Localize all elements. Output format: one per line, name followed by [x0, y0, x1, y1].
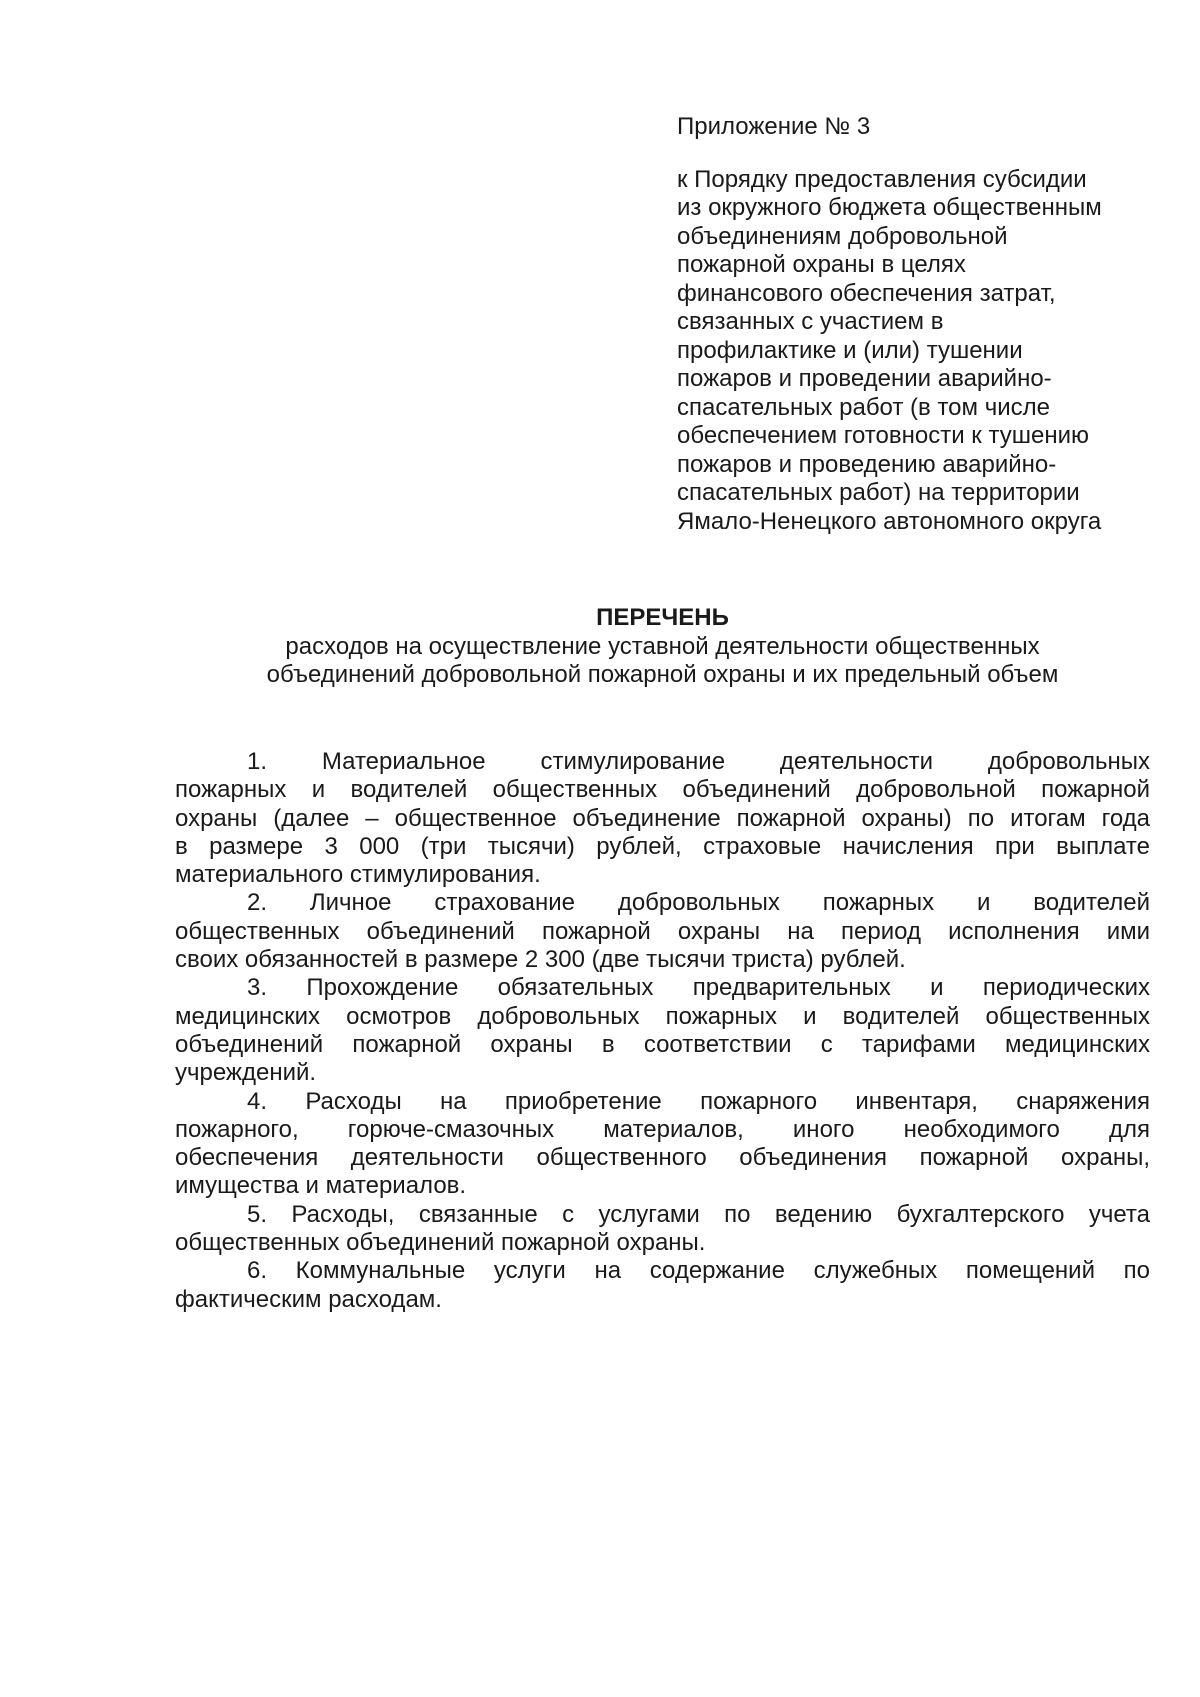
- appendix-line: пожарной охраны в целях: [677, 251, 966, 278]
- item-line: 4. Расходы на приобретение пожарного инвентаря, снаряжения: [247, 1087, 1150, 1115]
- item-line: общественных объединений пожарной охраны на период исполнения ими: [175, 917, 1150, 945]
- expense-item-5: [175, 1201, 1150, 1258]
- appendix-line: из окружного бюджета общественным: [677, 194, 1102, 221]
- item-line: медицинских осмотров добровольных пожарных и водителей общественных: [175, 1002, 1150, 1030]
- item-line: имущества и материалов.: [175, 1172, 467, 1200]
- item-line: общественных объединений пожарной охраны.: [175, 1229, 706, 1257]
- item-line: 1. Материальное стимулирование деятельности добровольных: [247, 748, 1150, 775]
- appendix-line: обеспечением готовности к тушению: [677, 422, 1089, 449]
- item-line: своих обязанностей в размере 2 300 (две тысячи триста) рублей.: [175, 946, 906, 974]
- appendix-line: пожаров и проведении аварийно-: [677, 365, 1052, 392]
- item-line: обеспечения деятельности общественного объединения пожарной охраны,: [175, 1144, 1150, 1172]
- appendix-line: к Порядку предоставления субсидии: [677, 165, 1087, 193]
- expense-item-6: [175, 1257, 1150, 1314]
- title-subtitle-line: объединений добровольной пожарной охраны и их предельный объем: [266, 661, 1059, 688]
- title-heading: ПЕРЕЧЕНЬ: [596, 604, 729, 631]
- appendix-text: [677, 166, 1157, 537]
- appendix-line: спасательных работ (в том числе: [677, 393, 1050, 421]
- title-subtitle-line: расходов на осуществление уставной деятельности общественных: [285, 632, 1040, 660]
- appendix-line: спасательных работ) на территории: [677, 479, 1080, 506]
- item-line: 3. Прохождение обязательных предварительных и периодических: [247, 974, 1150, 1002]
- appendix-line: связанных с участием в: [677, 308, 944, 335]
- item-line: 6. Коммунальные услуги на содержание служебных помещений по: [247, 1257, 1150, 1285]
- item-line: материального стимулирования.: [175, 861, 541, 889]
- item-line: фактическим расходам.: [175, 1285, 442, 1313]
- item-line: 2. Личное страхование добровольных пожарных и водителей: [247, 889, 1150, 917]
- appendix-line: профилактике и (или) тушении: [677, 336, 1023, 364]
- appendix-line: объединениям добровольной: [677, 222, 1008, 250]
- expense-item-4: [175, 1088, 1150, 1201]
- appendix-line: пожаров и проведению аварийно-: [677, 450, 1057, 478]
- document-title: [175, 604, 1150, 690]
- appendix-line: финансового обеспечения затрат,: [677, 279, 1056, 307]
- item-line: 5. Расходы, связанные с услугами по ведению бухгалтерского учета: [247, 1200, 1150, 1228]
- expense-item-3: [175, 974, 1150, 1087]
- item-line: учреждений.: [175, 1059, 317, 1087]
- expense-list: [175, 748, 1150, 1314]
- expense-item-1: [175, 748, 1150, 889]
- appendix-number: Приложение № 3: [677, 113, 871, 140]
- item-line: пожарных и водителей общественных объединений добровольной пожарной: [175, 776, 1150, 804]
- item-line: пожарного, горюче-смазочных материалов, иного необходимого для: [175, 1115, 1150, 1143]
- appendix-line: Ямало-Ненецкого автономного округа: [677, 507, 1102, 535]
- expense-item-2: [175, 889, 1150, 974]
- item-line: объединений пожарной охраны в соответствии с тарифами медицинских: [175, 1030, 1150, 1058]
- appendix-block: [677, 113, 1157, 536]
- item-line: в размере 3 000 (три тысячи) рублей, страховые начисления при выплате: [175, 832, 1150, 860]
- item-line: охраны (далее – общественное объединение пожарной охраны) по итогам года: [175, 804, 1150, 832]
